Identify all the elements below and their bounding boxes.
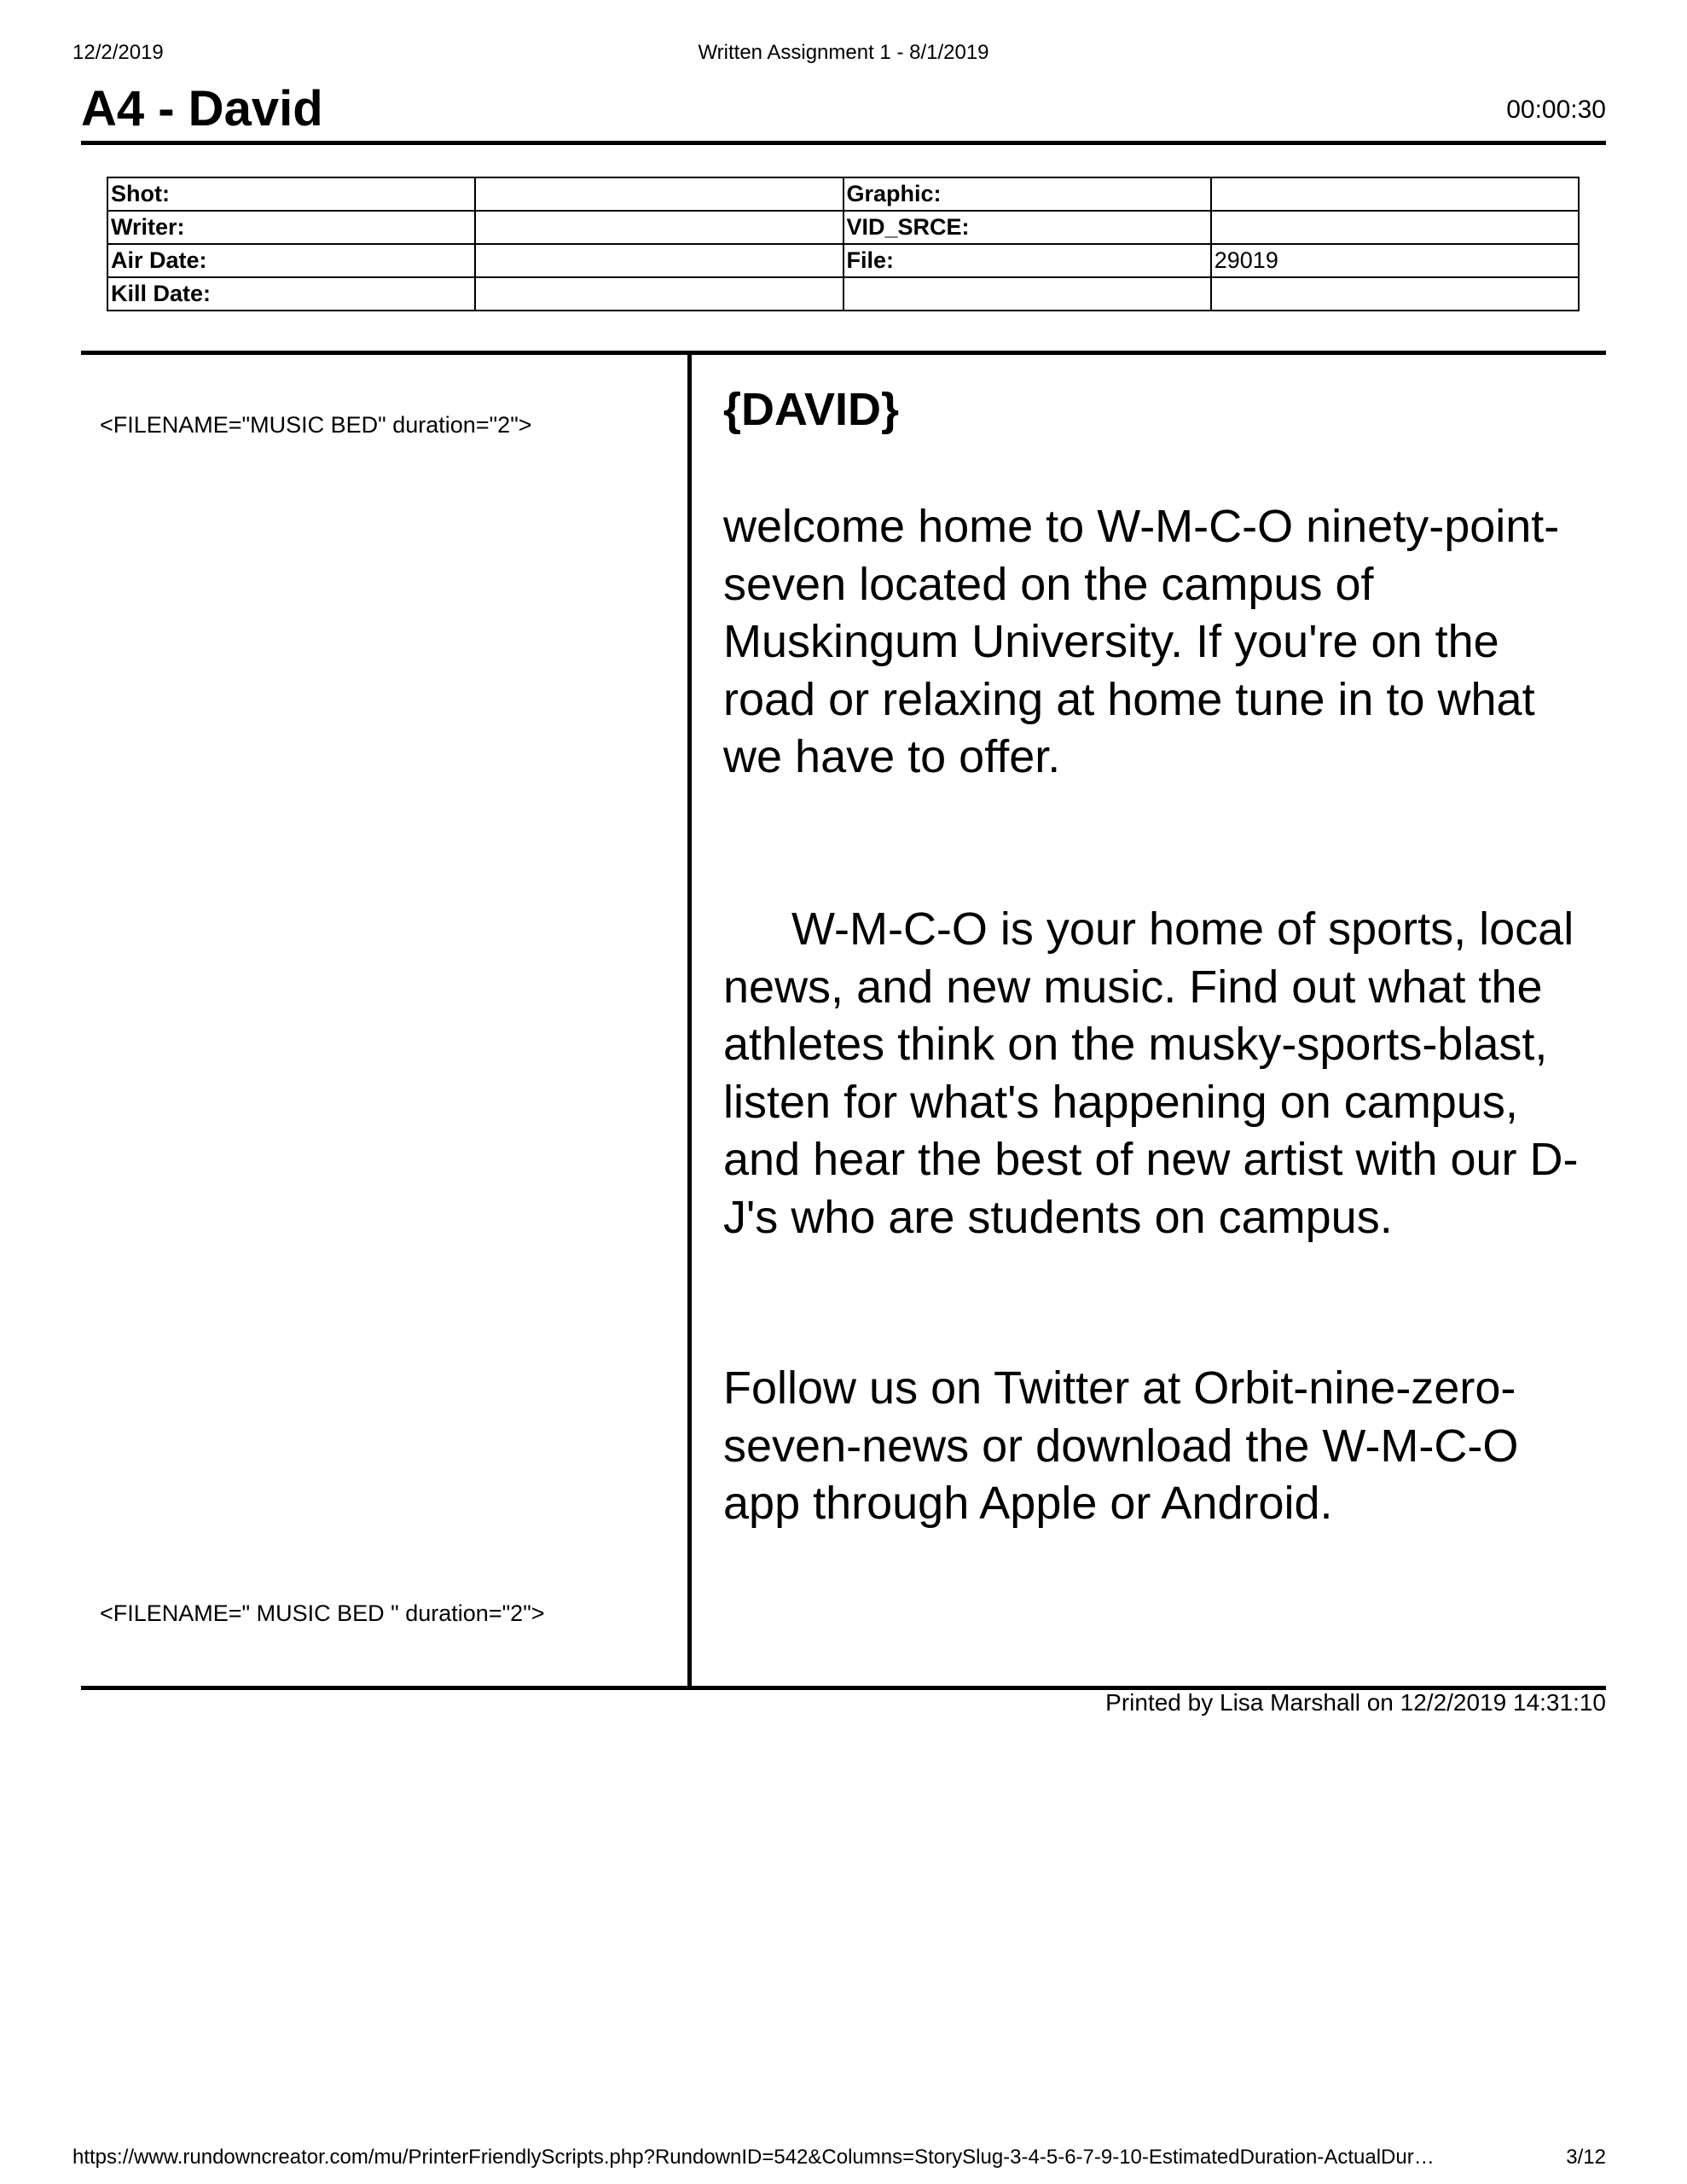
script-top-divider bbox=[81, 351, 1606, 355]
heading-divider bbox=[81, 141, 1606, 145]
graphic-value bbox=[1211, 177, 1579, 211]
print-header-date: 12/2/2019 bbox=[72, 41, 164, 64]
table-row bbox=[107, 177, 1579, 211]
kill-date-value bbox=[475, 277, 843, 311]
air-date-label: Air Date: bbox=[107, 244, 475, 277]
empty-label-cell bbox=[844, 277, 1211, 311]
file-label: File: bbox=[844, 244, 1211, 277]
table-row bbox=[107, 211, 1579, 244]
shot-label: Shot: bbox=[107, 177, 475, 211]
audio-cue-end: <FILENAME=" MUSIC BED " duration="2"> bbox=[100, 1600, 545, 1626]
printed-by-note: Printed by Lisa Marshall on 12/2/2019 14:31:10 bbox=[1105, 1689, 1606, 1716]
story-title: A4 - David bbox=[81, 81, 323, 136]
file-value: 29019 bbox=[1211, 244, 1579, 277]
print-header-title: Written Assignment 1 - 8/1/2019 bbox=[698, 41, 989, 64]
print-footer-url: https://www.rundowncreator.com/mu/PrinterFriendlyScripts.php?RundownID=542&Columns=StorySlug-3-4-5-6-7-9-10-EstimatedDuration-ActualDur… bbox=[72, 2146, 1435, 2169]
story-duration: 00:00:30 bbox=[1506, 96, 1606, 124]
table-row bbox=[107, 244, 1579, 277]
graphic-label: Graphic: bbox=[844, 177, 1211, 211]
vid-srce-value bbox=[1211, 211, 1579, 244]
writer-value bbox=[475, 211, 843, 244]
vid-srce-label: VID_SRCE: bbox=[844, 211, 1211, 244]
script-paragraph: Follow us on Twitter at Orbit-nine-zero-seven-news or download the W-M-C-O app through Apple or Android. bbox=[723, 1362, 1519, 1529]
table-row bbox=[107, 277, 1579, 311]
speaker-label: {DAVID} bbox=[723, 384, 900, 435]
shot-value bbox=[475, 177, 843, 211]
kill-date-label: Kill Date: bbox=[107, 277, 475, 311]
script-paragraph: welcome home to W-M-C-O ninety-point-seven located on the campus of Muskingum University. If you're on the road or relaxing at home tune in to what we have to offer. bbox=[723, 501, 1560, 782]
script-paragraph bbox=[723, 901, 1589, 1246]
air-date-value bbox=[475, 244, 843, 277]
print-footer-page-number: 3/12 bbox=[1566, 2146, 1606, 2169]
story-info-table bbox=[107, 177, 1580, 311]
writer-label: Writer: bbox=[107, 211, 475, 244]
empty-value-cell bbox=[1211, 277, 1579, 311]
audio-cue-start: <FILENAME="MUSIC BED" duration="2"> bbox=[100, 412, 532, 438]
script-paragraph-text: W-M-C-O is your home of sports, local news, and new music. Find out what the athletes think on the musky-sports-blast, listen for what's happening on campus, and hear the best of new artist with our D-J's who are students on campus. bbox=[723, 903, 1579, 1243]
script-column-divider bbox=[687, 351, 692, 1690]
